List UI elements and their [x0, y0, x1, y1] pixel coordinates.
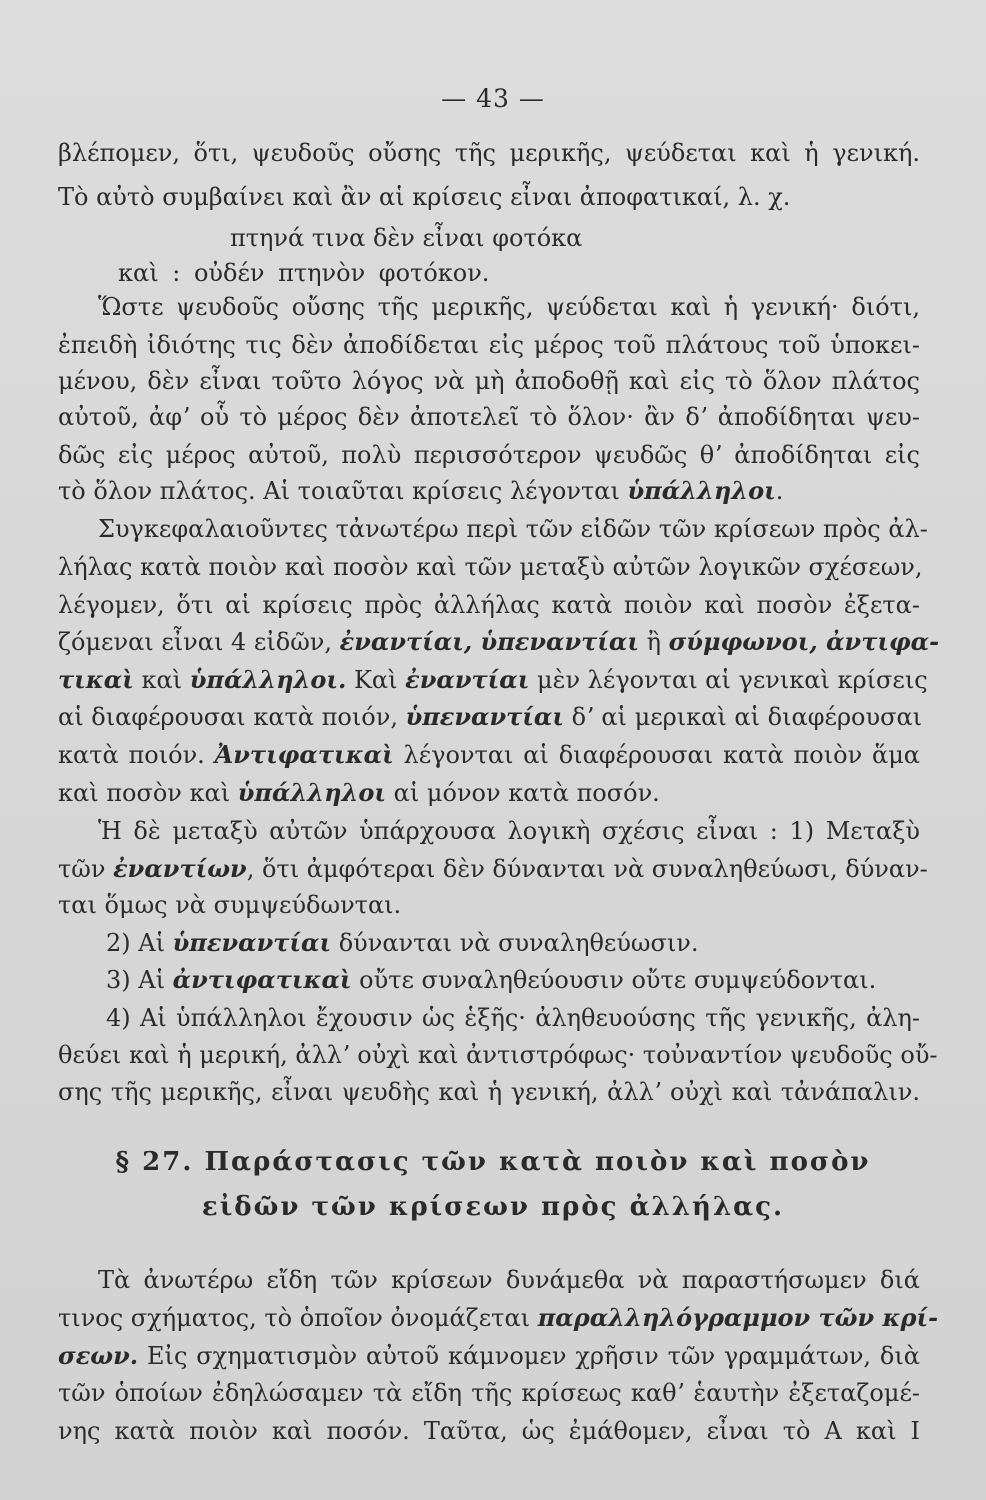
list-item: [106, 1003, 920, 1033]
text-run: αἱ διαφέρουσαι κατὰ ποιόν,: [58, 703, 406, 731]
text-run: βλέπομεν, ὅτι, ψευδοῦς οὔσης τῆς μερικῆς, ψεύδεται καὶ ἡ γενική.: [58, 139, 920, 167]
text-line: [58, 740, 920, 770]
text-run: μὲν λέγονται αἱ γενικαὶ κρίσεις: [529, 666, 928, 694]
section-heading-line-2: εἰδῶν τῶν κρίσεων πρὸς ἀλλήλας.: [201, 1192, 785, 1222]
text-line: [58, 552, 923, 582]
text-run: καὶ : οὐδέν πτηνὸν φοτόκον.: [118, 259, 490, 287]
text-run: τῶν ὁποίων ἐδηλώσαμεν τὰ εἴδη τῆς κρίσεως καθʼ ἑαυτὴν ἐξεταζομέ-: [58, 1379, 920, 1407]
list-item: [106, 928, 699, 958]
example-line: [118, 258, 489, 288]
text-line: [58, 854, 928, 884]
text-line: [58, 1040, 938, 1070]
text-line: [58, 366, 920, 396]
text-run: 3) Αἱ: [106, 966, 173, 994]
text-run: Ὥστε ψευδοῦς οὔσης τῆς μερικῆς, ψεύδεται καὶ ἡ γενική· διότι,: [98, 293, 920, 321]
text-line: [58, 1341, 920, 1371]
text-run: καὶ ποσὸν καὶ: [58, 779, 238, 807]
text-line: [58, 330, 920, 360]
emphasis-term: ὑπάλληλοι: [627, 476, 776, 505]
section-heading-line-1: § 27. Παράστασις τῶν κατὰ ποιὸν καὶ ποσὸν: [115, 1147, 871, 1177]
text-run: δῶς εἰς μέρος αὐτοῦ, πολὺ περισσότερον ψευδῶς θʼ ἀποδίδηται εἰς: [58, 441, 920, 469]
text-run: Καὶ: [346, 666, 406, 694]
text-run: ἐπειδὴ ἰδιότης τις δὲν ἀποδίδεται εἰς μέρος τοῦ πλάτους τοῦ ὑποκει-: [58, 331, 920, 359]
text-run: ζόμεναι εἶναι 4 εἰδῶν,: [58, 628, 340, 656]
text-run: Συγκεφαλαιοῦντες τἀνωτέρω περὶ τῶν εἰδῶν τῶν κρίσεων πρὸς ἀλ-: [98, 515, 928, 543]
text-run: τινος σχήματος, τὸ ὁποῖον ὀνομάζεται: [58, 1304, 538, 1332]
text-run: Τὸ αὐτὸ συμβαίνει καὶ ἂν αἱ κρίσεις εἶναι ἀποφατικαί, λ. χ.: [58, 183, 791, 211]
text-line: [98, 816, 920, 846]
text-run: σης τῆς μερικῆς, εἶναι ψευδὴς καὶ ἡ γενική, ἀλλʼ οὐχὶ καὶ τἀνάπαλιν.: [58, 1078, 920, 1106]
emphasis-term: ὑπεναντίαι: [172, 928, 332, 957]
text-run: 4) Αἱ ὑπάλληλοι ἔχουσιν ὡς ἑξῆς· ἀληθευούσης τῆς γενικῆς, ἀλη-: [106, 1004, 920, 1032]
text-run: μένου, δὲν εἶναι τοῦτο λόγος νὰ μὴ ἀποδοθῇ καὶ εἰς τὸ ὅλον πλάτος: [58, 367, 920, 395]
emphasis-term: ἀντιφατικαὶ: [172, 965, 352, 994]
text-line: [98, 514, 928, 544]
emphasis-term: σύμφωνοι, ἀντιφα-: [668, 627, 940, 656]
emphasis-term: τικαὶ: [58, 665, 134, 694]
text-line: [58, 440, 920, 470]
emphasis-term: παραλληλόγραμμον τῶν κρί-: [537, 1303, 939, 1332]
text-run: ται ὅμως νὰ συμψεύδωνται.: [58, 891, 402, 919]
emphasis-term: ὑπάλληλοι: [237, 778, 387, 807]
text-line: [58, 138, 920, 168]
text-run: δύνανται νὰ συναληθεύωσιν.: [331, 929, 699, 957]
text-line: [58, 778, 920, 808]
text-line: [58, 1077, 920, 1107]
text-run: αὐτοῦ, ἀφʼ οὗ τὸ μέρος δὲν ἀποτελεῖ τὸ ὅλον· ἂν δʼ ἀποδίδηται ψευ-: [58, 403, 920, 431]
text-line: [58, 182, 791, 212]
text-run: οὔτε συναληθεύουσιν οὔτε συμψεύδονται.: [351, 966, 877, 994]
text-run: , ὅτι ἀμφότεραι δὲν δύνανται νὰ συναληθεύωσι, δύναν-: [246, 855, 928, 883]
text-run: πτηνά τινα δὲν εἶναι φοτόκα: [230, 224, 583, 252]
text-run: 2) Αἱ: [106, 929, 173, 957]
text-line: [58, 627, 940, 657]
text-line: [58, 402, 920, 432]
text-line: [58, 1303, 939, 1333]
emphasis-term: σεων.: [58, 1341, 139, 1370]
text-line: [58, 1378, 920, 1408]
text-line: [98, 292, 920, 322]
text-line: [58, 590, 920, 620]
text-line: [58, 476, 920, 506]
text-run: λέγονται αἱ διαφέρουσαι κατὰ ποιὸν ἅμα: [393, 741, 921, 769]
text-line: [98, 1265, 920, 1295]
emphasis-term: Ἀντιφατικαὶ: [214, 740, 394, 769]
page-number: — 43 —: [441, 84, 545, 113]
text-run: αἱ μόνον κατὰ ποσόν.: [386, 779, 660, 807]
text-run: καὶ: [133, 666, 190, 694]
emphasis-term: ὑπεναντίαι: [405, 702, 565, 731]
emphasis-term: ἐναντίαι, ὑπεναντίαι: [339, 627, 639, 656]
example-line: [230, 223, 582, 253]
list-item: [106, 965, 876, 995]
text-line: [58, 665, 928, 695]
text-run: Τὰ ἀνωτέρω εἴδη τῶν κρίσεων δυνάμεθα νὰ παραστήσωμεν διά: [98, 1266, 920, 1294]
text-run: λέγομεν, ὅτι αἱ κρίσεις πρὸς ἀλλήλας κατὰ ποιὸν καὶ ποσὸν ἐξετα-: [58, 591, 920, 619]
text-run: ἢ: [638, 628, 669, 656]
text-run: θεύει καὶ ἡ μερική, ἀλλʼ οὐχὶ καὶ ἀντιστρόφως· τοὐναντίον ψευδοῦς οὔ-: [58, 1041, 938, 1069]
text-run: λήλας κατὰ ποιὸν καὶ ποσὸν καὶ τῶν μεταξὺ αὐτῶν λογικῶν σχέσεων,: [58, 553, 923, 581]
emphasis-term: ὑπάλληλοι.: [189, 665, 347, 694]
emphasis-term: ἐναντίων: [113, 854, 247, 883]
text-line: [58, 702, 923, 732]
text-line: [58, 890, 920, 920]
text-run: δʼ αἱ μερικαὶ αἱ διαφέρουσαι: [564, 703, 923, 731]
text-run: τὸ ὅλον πλάτος. Αἱ τοιαῦται κρίσεις λέγονται: [58, 477, 628, 505]
text-run: Ἡ δὲ μεταξὺ αὐτῶν ὑπάρχουσα λογικὴ σχέσις εἶναι : 1) Μεταξὺ: [98, 817, 920, 845]
text-run: κατὰ ποιόν.: [58, 741, 215, 769]
text-line: [58, 1416, 920, 1446]
emphasis-term: ἐναντίαι: [405, 665, 530, 694]
text-run: νης κατὰ ποιὸν καὶ ποσόν. Ταῦτα, ὡς ἐμάθομεν, εἶναι τὸ Α καὶ Ι: [58, 1417, 920, 1445]
text-run: τῶν: [58, 855, 114, 883]
text-run: Εἰς σχηματισμὸν αὐτοῦ κάμνομεν χρῆσιν τῶν γραμμάτων, διὰ: [138, 1342, 920, 1370]
text-run: .: [775, 477, 784, 505]
